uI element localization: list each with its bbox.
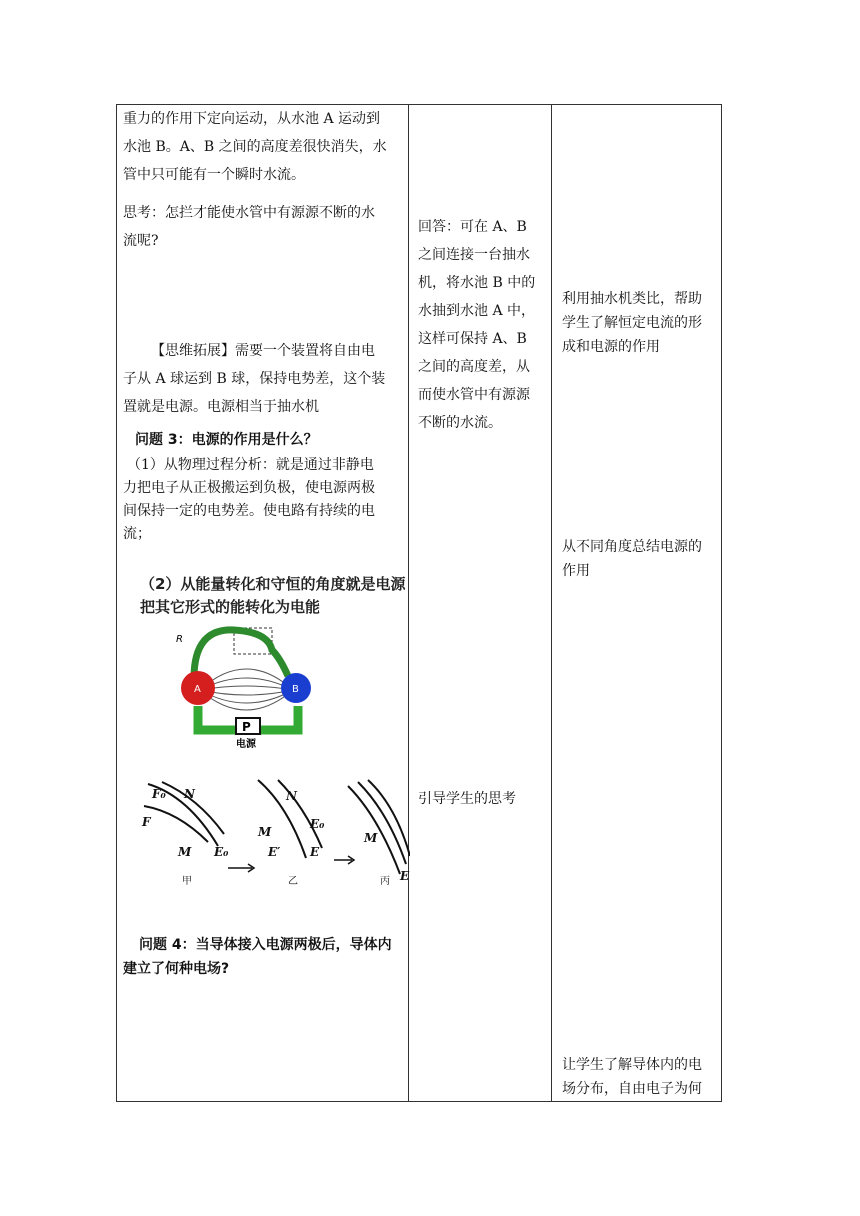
question-4-title: 问题 4：当导体接入电源两极后，导体内 bbox=[139, 937, 392, 953]
label-m: M bbox=[258, 825, 272, 839]
label-n: N bbox=[286, 789, 297, 803]
figure-caption: 电源 bbox=[236, 739, 256, 750]
purpose-line: 成和电源的作用 bbox=[562, 339, 660, 355]
caption-bing: 丙 bbox=[380, 876, 390, 886]
text-line: 把其它形式的能转化为电能 bbox=[140, 598, 321, 616]
label-a: A bbox=[194, 684, 201, 695]
label-m: M bbox=[364, 831, 378, 845]
text-line: 重力的作用下定向运动，从水池 A 运动到 bbox=[123, 111, 381, 127]
text-line: 置就是电源。电源相当于抽水机 bbox=[123, 399, 319, 415]
answer-line: 而使水管中有源源 bbox=[418, 387, 530, 403]
answer-line: 机，将水池 B 中的 bbox=[418, 275, 536, 291]
purpose-line: 场分布，自由电子为何 bbox=[562, 1081, 702, 1097]
label-f: F bbox=[142, 815, 151, 829]
column-divider bbox=[551, 105, 552, 1101]
text-line: 间保持一定的电势差。使电路有持续的电 bbox=[123, 503, 375, 519]
column-divider bbox=[408, 105, 409, 1101]
label-f0: F₀ bbox=[152, 787, 166, 801]
label-e0: E₀ bbox=[310, 817, 325, 831]
purpose-line: 从不同角度总结电源的 bbox=[562, 539, 702, 555]
text-line: 力把电子从正极搬运到负极，使电源两极 bbox=[123, 480, 375, 496]
label-p: P bbox=[242, 720, 251, 734]
text-line: 思考：怎拦才能使水管中有源源不断的水 bbox=[123, 205, 375, 221]
answer-line: 水抽到水池 A 中， bbox=[418, 303, 536, 319]
question-4-title: 建立了何种电场? bbox=[123, 961, 230, 977]
answer-line: 回答：可在 A、B bbox=[418, 219, 527, 235]
purpose-line: 利用抽水机类比，帮助 bbox=[562, 291, 702, 307]
label-r: R bbox=[176, 634, 183, 645]
label-e0: E₀ bbox=[214, 845, 229, 859]
power-source-figure bbox=[168, 618, 328, 750]
text-line: 流呢? bbox=[123, 233, 159, 249]
label-e-prime: E′ bbox=[268, 845, 281, 859]
purpose-line: 学生了解恒定电流的形 bbox=[562, 315, 702, 331]
answer-line: 之间连接一台抽水 bbox=[418, 247, 530, 263]
text-line: 【思维拓展】需要一个装置将自由电 bbox=[151, 343, 375, 359]
field-lines-figure bbox=[138, 776, 410, 886]
label-n: N bbox=[184, 787, 195, 801]
answer-line: 这样可保持 A、B bbox=[418, 331, 527, 347]
guide-text: 引导学生的思考 bbox=[418, 791, 516, 807]
question-3-title: 问题 3：电源的作用是什么？ bbox=[135, 432, 318, 448]
text-line: （1）从物理过程分析：就是通过非静电 bbox=[127, 457, 374, 473]
label-e: E bbox=[310, 845, 320, 859]
purpose-line: 让学生了解导体内的电 bbox=[562, 1057, 702, 1073]
text-line: 管中只可能有一个瞬时水流。 bbox=[123, 167, 305, 183]
text-line: 流； bbox=[123, 526, 151, 542]
label-e: E bbox=[400, 869, 410, 883]
text-line: 子从 A 球运到 B 球，保持电势差，这个装 bbox=[123, 371, 386, 387]
label-b: B bbox=[292, 684, 299, 695]
caption-yi: 乙 bbox=[288, 876, 298, 886]
label-m: M bbox=[178, 845, 192, 859]
text-line: （2）从能量转化和守恒的角度就是电源 bbox=[140, 575, 406, 593]
answer-line: 之间的高度差，从 bbox=[418, 359, 530, 375]
text-line: 水池 B。A、B 之间的高度差很快消失，水 bbox=[123, 139, 387, 155]
answer-line: 不断的水流。 bbox=[418, 415, 502, 431]
caption-jia: 甲 bbox=[182, 876, 192, 886]
purpose-line: 作用 bbox=[562, 563, 590, 579]
